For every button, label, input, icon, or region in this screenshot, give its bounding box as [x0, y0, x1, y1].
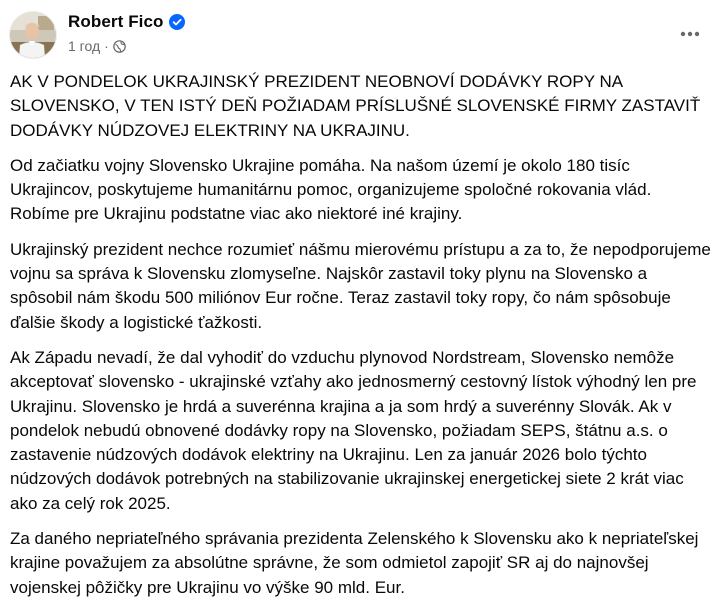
globe-icon[interactable] — [113, 40, 126, 53]
post-header — [10, 10, 710, 60]
author-block — [68, 11, 185, 55]
author-name[interactable]: Robert Fico — [68, 12, 164, 31]
author-avatar[interactable] — [10, 12, 56, 58]
avatar-image — [10, 12, 56, 58]
author-row — [68, 11, 185, 33]
verified-badge-icon — [169, 14, 185, 30]
post-body — [10, 70, 714, 611]
post-paragraph: Ak Západu nevadí, že dal vyhodiť do vzduchu plynovod Nordstream, Slovensko nemôže akceptovať slovensko - ukrajinské vzťahy ako jednosmerný cestovný lístok výhodný len pre Ukrajinu. Slovensko je hrdá a suverénna krajina a ja som hrdý a suverénny Slovák. Ak v pondelok nebudú obnovené dodávky ropy na Slovensko, požiadam SEPS, štátnu a.s. o zastavenie núdzových dodávok elektriny na Ukrajinu. Len za január 2026 bolo týchto núdzových dodávok potrebných na stabilizovanie ukrajinskej energetickej siete 2 krát viac ako za celý rok 2025. — [10, 347, 697, 513]
post-paragraph-headline: AK V PONDELOK UKRAJINSKÝ PREZIDENT NEOBNOVÍ DODÁVKY ROPY NA SLOVENSKO, V TEN ISTÝ DEŇ POŽIADAM PRÍSLUŠNÉ SLOVENSKÉ FIRMY ZASTAVIŤ DODÁVKY NÚDZOVEJ ELEKTRINY NA UKRAJINU. — [10, 72, 701, 140]
post-paragraph: Od začiatku vojny Slovensko Ukrajine pomáha. Na našom území je okolo 180 tisíc Ukrajincov, poskytujeme humanitárnu pomoc, organizujeme spoločné rokovania vlád. Robíme pre Ukrajinu podstatne viac ako niektoré iné krajiny. — [10, 155, 652, 224]
meta-separator: · — [104, 38, 109, 54]
more-options-button[interactable] — [672, 16, 708, 52]
more-options-icon — [680, 31, 700, 37]
post-paragraph: Za daného nepriateľného správania prezidenta Zelenského k Slovensku ako k nepriateľskej krajine považujem za absolútne správne, že som odmietol zapojiť SR aj do najnovšej vojenskej pôžičky pre Ukrajinu vo výške 90 mld. Eur. — [10, 529, 699, 597]
post-paragraph: Ukrajinský prezident nechce rozumieť nášmu mierovému prístupu a za to, že nepodporujeme vojnu sa správa k Slovensku zlomyseľne. Najskôr zastavil toky plynu na Slovensko a spôsobil nám škodu 500 miliónov Eur ročne. Teraz zastavil toky ropy, čo nám spôsobuje ďalšie škody a logistické ťažkosti. — [10, 239, 711, 332]
post-meta — [68, 37, 185, 55]
post-timestamp[interactable]: 1 год — [68, 38, 101, 54]
